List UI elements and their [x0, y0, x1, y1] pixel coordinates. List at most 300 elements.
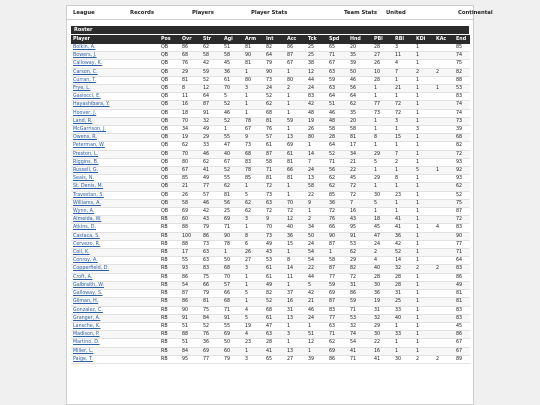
cell-pos: QB — [159, 150, 180, 158]
roster-table-body — [71, 44, 470, 363]
cell-kac — [434, 52, 454, 60]
column-header-pos[interactable]: Pos — [159, 35, 180, 44]
cell-pbl: 24 — [372, 240, 393, 248]
cell-acc: 87 — [285, 52, 306, 60]
cell-agi: 71 — [222, 306, 243, 314]
cell-kac — [434, 117, 454, 125]
cell-pos: QB — [159, 158, 180, 166]
cell-ovr: 60 — [180, 216, 201, 224]
cell-ovr: 17 — [180, 249, 201, 257]
cell-spd: 63 — [327, 322, 348, 330]
cell-hnd: 20 — [348, 117, 372, 125]
player-name-link[interactable]: Atkins, D. — [71, 224, 159, 232]
column-header-agi[interactable]: Agi — [222, 35, 243, 44]
cell-tck: 21 — [306, 298, 327, 306]
cell-kdi: 5 — [414, 167, 434, 175]
cell-int: 68 — [264, 306, 285, 314]
player-name-link[interactable]: Riggins, B. — [71, 158, 159, 166]
cell-acc: 13 — [285, 347, 306, 355]
table-row — [71, 126, 470, 134]
cell-pbl: 30 — [372, 281, 393, 289]
cell-pos: QB — [159, 60, 180, 68]
cell-ovr: 26 — [180, 191, 201, 199]
cell-str: 63 — [201, 249, 222, 257]
cell-pbl: 1 — [372, 183, 393, 191]
cell-kdi: 1 — [414, 314, 434, 322]
cell-pbl: 29 — [372, 175, 393, 183]
cell-tck: 34 — [306, 224, 327, 232]
cell-end: 81 — [454, 290, 470, 298]
cell-hnd: 56 — [348, 85, 372, 93]
cell-tck: 12 — [306, 68, 327, 76]
cell-spd: 71 — [327, 331, 348, 339]
cell-tck: 26 — [306, 126, 327, 134]
cell-acc: 1 — [285, 322, 306, 330]
player-name-link[interactable]: Cervezo, R. — [71, 240, 159, 248]
cell-pos: QB — [159, 85, 180, 93]
cell-int: 24 — [264, 85, 285, 93]
cell-acc: 1 — [285, 183, 306, 191]
cell-arm: 1 — [243, 183, 264, 191]
player-name-link[interactable]: Copperfield, D. — [71, 265, 159, 273]
cell-end: 64 — [454, 257, 470, 265]
cell-pbl: 45 — [372, 224, 393, 232]
cell-acc: 13 — [285, 314, 306, 322]
cell-str: 59 — [201, 68, 222, 76]
cell-end: 82 — [454, 68, 470, 76]
cell-str: 83 — [201, 265, 222, 273]
nav-united[interactable]: United — [386, 9, 406, 16]
cell-arm: 1 — [243, 281, 264, 289]
cell-ovr: 85 — [180, 175, 201, 183]
table-row — [71, 85, 470, 93]
column-header-acc[interactable]: Acc — [285, 35, 306, 44]
cell-rbl: 72 — [393, 101, 414, 109]
cell-acc: 67 — [285, 60, 306, 68]
player-name-link[interactable]: McGarrison, J. — [71, 126, 159, 134]
cell-end: 81 — [454, 298, 470, 306]
cell-int: 68 — [264, 109, 285, 117]
column-header-int[interactable]: Int — [264, 35, 285, 44]
cell-agi: 55 — [222, 134, 243, 142]
cell-pbl: 16 — [372, 347, 393, 355]
cell-kac — [434, 191, 454, 199]
player-name-link[interactable]: Williams, A. — [71, 199, 159, 207]
cell-str: 69 — [201, 347, 222, 355]
cell-ovr: 87 — [180, 290, 201, 298]
cell-rbl: 28 — [393, 273, 414, 281]
cell-rbl: 31 — [393, 290, 414, 298]
cell-int: 57 — [264, 134, 285, 142]
column-header-tck[interactable]: Tck — [306, 35, 327, 44]
player-name-link[interactable]: Croft, A. — [71, 273, 159, 281]
player-name-link[interactable]: Castaca, S. — [71, 232, 159, 240]
cell-spd: 76 — [327, 216, 348, 224]
cell-int: 70 — [264, 224, 285, 232]
nav-continental[interactable]: Continental — [458, 9, 493, 16]
cell-kdi: 1 — [414, 60, 434, 68]
cell-acc: 86 — [285, 44, 306, 52]
cell-kdi: 1 — [414, 191, 434, 199]
column-header-rbl[interactable]: RBl — [393, 35, 414, 44]
column-header-hnd[interactable]: Hnd — [348, 35, 372, 44]
cell-int: 73 — [264, 76, 285, 84]
cell-str: 57 — [201, 191, 222, 199]
cell-arm: 1 — [243, 347, 264, 355]
cell-str: 49 — [201, 126, 222, 134]
cell-tck: 58 — [306, 183, 327, 191]
cell-end: 74 — [454, 52, 470, 60]
cell-hnd: 53 — [348, 314, 372, 322]
cell-kdi: 1 — [414, 249, 434, 257]
cell-kac — [434, 126, 454, 134]
cell-end: 85 — [454, 44, 470, 52]
cell-hnd: 53 — [348, 240, 372, 248]
cell-kdi: 1 — [414, 298, 434, 306]
player-name-link[interactable]: Almeida, W. — [71, 216, 159, 224]
cell-arm: 23 — [243, 339, 264, 347]
cell-str: 58 — [201, 52, 222, 60]
cell-acc: 37 — [285, 290, 306, 298]
cell-arm: 1 — [243, 101, 264, 109]
cell-acc: 1 — [285, 339, 306, 347]
player-name-link[interactable]: Russell, G. — [71, 167, 159, 175]
cell-spd: 62 — [327, 183, 348, 191]
cell-pbl: 77 — [372, 101, 393, 109]
table-row — [71, 183, 470, 191]
cell-str: 66 — [201, 281, 222, 289]
cell-pos: QB — [159, 134, 180, 142]
table-row — [71, 216, 470, 224]
table-row — [71, 109, 470, 117]
cell-pos: QB — [159, 126, 180, 134]
cell-str: 91 — [201, 109, 222, 117]
roster-table — [71, 35, 470, 364]
cell-ovr: 18 — [180, 109, 201, 117]
column-header-pbl[interactable]: PBl — [372, 35, 393, 44]
cell-pbl: 29 — [372, 150, 393, 158]
cell-int: 49 — [264, 281, 285, 289]
cell-kdi: 1 — [414, 232, 434, 240]
player-name-link[interactable]: Martino, D. — [71, 339, 159, 347]
cell-kac — [434, 339, 454, 347]
player-name-link[interactable]: Lansche, K. — [71, 322, 159, 330]
cell-spd: 69 — [327, 347, 348, 355]
cell-rbl: 1 — [393, 142, 414, 150]
player-name-link[interactable]: Bowers, J. — [71, 52, 159, 60]
cell-str: 42 — [201, 60, 222, 68]
cell-hnd: 21 — [348, 158, 372, 166]
cell-pos: QB — [159, 52, 180, 60]
cell-acc: 11 — [285, 273, 306, 281]
column-header-player[interactable]: Player — [71, 35, 159, 44]
player-name-link[interactable]: St. Denis, M. — [71, 183, 159, 191]
cell-pbl: 28 — [372, 44, 393, 52]
cell-hnd: 32 — [348, 322, 372, 330]
cell-pos: QB — [159, 199, 180, 207]
cell-int: 61 — [264, 314, 285, 322]
cell-tck: 1 — [306, 142, 327, 150]
cell-kdi: 1 — [414, 183, 434, 191]
cell-pbl: 32 — [372, 314, 393, 322]
cell-agi: 50 — [222, 339, 243, 347]
cell-hnd: 41 — [348, 347, 372, 355]
table-row — [71, 322, 470, 330]
cell-ovr: 95 — [180, 355, 201, 363]
cell-rbl: 33 — [393, 306, 414, 314]
player-name-link[interactable]: Gilman, H. — [71, 298, 159, 306]
cell-acc: 61 — [285, 150, 306, 158]
player-name-link[interactable]: Madison, P. — [71, 331, 159, 339]
cell-kac — [434, 306, 454, 314]
cell-agi: 56 — [222, 199, 243, 207]
cell-pbl: 27 — [372, 52, 393, 60]
cell-pbl: 1 — [372, 117, 393, 125]
cell-kac — [434, 60, 454, 68]
table-row — [71, 298, 470, 306]
column-header-kdi[interactable]: KDi — [414, 35, 434, 44]
cell-kdi: 1 — [414, 281, 434, 289]
cell-kdi: 1 — [414, 150, 434, 158]
cell-tck: 1 — [306, 322, 327, 330]
cell-arm: 1 — [243, 109, 264, 117]
cell-hnd: 35 — [348, 52, 372, 60]
cell-agi: 68 — [222, 265, 243, 273]
cell-str: 46 — [201, 199, 222, 207]
table-row — [71, 232, 470, 240]
cell-kac — [434, 290, 454, 298]
cell-rbl: 3 — [393, 117, 414, 125]
cell-kdi: 1 — [414, 331, 434, 339]
column-header-kac[interactable]: KAc — [434, 35, 454, 44]
cell-tck: 22 — [306, 265, 327, 273]
table-row — [71, 314, 470, 322]
cell-tck: 24 — [306, 85, 327, 93]
cell-str: 75 — [201, 306, 222, 314]
column-header-end[interactable]: End — [454, 35, 470, 44]
cell-rbl: 41 — [393, 224, 414, 232]
cell-kac: 2 — [434, 265, 454, 273]
cell-hnd: 45 — [348, 175, 372, 183]
player-name-link[interactable]: Curran, T. — [71, 76, 159, 84]
cell-ovr: 34 — [180, 126, 201, 134]
player-name-link[interactable]: Gonzalez, C. — [71, 306, 159, 314]
cell-int: 53 — [264, 257, 285, 265]
cell-hnd: 91 — [348, 232, 372, 240]
cell-rbl: 1 — [393, 126, 414, 134]
cell-ovr: 55 — [180, 257, 201, 265]
cell-acc: 2 — [285, 85, 306, 93]
cell-str: 73 — [201, 240, 222, 248]
cell-arm: 6 — [243, 240, 264, 248]
cell-acc: 31 — [285, 306, 306, 314]
cell-kdi: 1 — [414, 224, 434, 232]
cell-kac — [434, 249, 454, 257]
player-name-link[interactable]: Coil, K. — [71, 249, 159, 257]
main-panel — [66, 5, 493, 405]
cell-spd: 59 — [327, 76, 348, 84]
player-name-link[interactable]: Galloway, S. — [71, 290, 159, 298]
cell-pbl: 19 — [372, 298, 393, 306]
player-name-link[interactable]: Granger, A. — [71, 314, 159, 322]
cell-pbl: 47 — [372, 232, 393, 240]
cell-acc: 1 — [285, 68, 306, 76]
column-header-spd[interactable]: Spd — [327, 35, 348, 44]
roster-table-header — [71, 35, 470, 44]
cell-agi: 79 — [222, 355, 243, 363]
cell-kac: 1 — [434, 167, 454, 175]
table-row — [71, 257, 470, 265]
cell-int: 82 — [264, 44, 285, 52]
table-row — [71, 224, 470, 232]
player-name-link[interactable]: Hoover, J. — [71, 109, 159, 117]
cell-kac — [434, 216, 454, 224]
cell-agi: 47 — [222, 142, 243, 150]
cell-int: 52 — [264, 93, 285, 101]
cell-kac — [434, 93, 454, 101]
cell-spd: 46 — [327, 109, 348, 117]
cell-kac: 2 — [434, 355, 454, 363]
cell-tck: 25 — [306, 52, 327, 60]
cell-end: 83 — [454, 306, 470, 314]
column-header-str[interactable]: Str — [201, 35, 222, 44]
player-name-link[interactable]: Calloway, K. — [71, 60, 159, 68]
cell-tck: 51 — [306, 331, 327, 339]
cell-acc: 59 — [285, 117, 306, 125]
cell-agi: 68 — [222, 298, 243, 306]
cell-spd: 71 — [327, 158, 348, 166]
cell-kdi: 1 — [414, 134, 434, 142]
table-row — [71, 142, 470, 150]
cell-str: 79 — [201, 290, 222, 298]
cell-int: 9 — [264, 216, 285, 224]
cell-hnd: 7 — [348, 199, 372, 207]
cell-hnd: 72 — [348, 273, 372, 281]
cell-end: 53 — [454, 85, 470, 93]
cell-end: 74 — [454, 101, 470, 109]
player-name-link[interactable]: Frye, L. — [71, 85, 159, 93]
cell-kdi: 1 — [414, 322, 434, 330]
cell-pbl: 1 — [372, 142, 393, 150]
player-name-link[interactable]: Bolkin, A. — [71, 44, 159, 52]
cell-tck: 54 — [306, 257, 327, 265]
player-name-link[interactable]: Preston, L. — [71, 150, 159, 158]
cell-ovr: 67 — [180, 167, 201, 175]
cell-hnd: 62 — [348, 101, 372, 109]
player-name-link[interactable]: Hayashibara, Y. — [71, 101, 159, 109]
cell-ovr: 54 — [180, 281, 201, 289]
cell-pos: RB — [159, 265, 180, 273]
player-name-link[interactable]: Seals, N. — [71, 175, 159, 183]
cell-rbl: 42 — [393, 240, 414, 248]
cell-hnd: 35 — [348, 109, 372, 117]
table-row — [71, 199, 470, 207]
cell-ovr: 86 — [180, 44, 201, 52]
cell-ovr: 76 — [180, 60, 201, 68]
player-name-link[interactable]: Owens, R. — [71, 134, 159, 142]
cell-agi: 1 — [222, 126, 243, 134]
cell-kdi: 1 — [414, 142, 434, 150]
cell-int: 65 — [264, 355, 285, 363]
cell-pos: RB — [159, 232, 180, 240]
cell-pos: RB — [159, 298, 180, 306]
cell-rbl: 8 — [393, 175, 414, 183]
player-name-link[interactable]: Conroy, A. — [71, 257, 159, 265]
cell-spd: 85 — [327, 191, 348, 199]
cell-pos: RB — [159, 273, 180, 281]
nav-records[interactable]: Records — [130, 9, 155, 16]
cell-rbl: 28 — [393, 281, 414, 289]
column-header-ovr[interactable]: Ovr — [180, 35, 201, 44]
cell-spd: 48 — [327, 117, 348, 125]
cell-end: 52 — [454, 191, 470, 199]
player-name-link[interactable]: Wynn, A. — [71, 208, 159, 216]
cell-arm: 1 — [243, 68, 264, 76]
column-header-arm[interactable]: Arm — [243, 35, 264, 44]
cell-end: 93 — [454, 175, 470, 183]
cell-int: 58 — [264, 158, 285, 166]
cell-spd: 52 — [327, 150, 348, 158]
table-row — [71, 281, 470, 289]
cell-arm: 5 — [243, 290, 264, 298]
cell-tck: 9 — [306, 199, 327, 207]
cell-ovr: 68 — [180, 52, 201, 60]
cell-kdi: 1 — [414, 306, 434, 314]
player-name-link[interactable]: Peterman, W. — [71, 142, 159, 150]
cell-hnd: 82 — [348, 265, 372, 273]
cell-rbl: 1 — [393, 208, 414, 216]
cell-int: 82 — [264, 290, 285, 298]
cell-kac: 1 — [434, 85, 454, 93]
cell-ovr: 84 — [180, 347, 201, 355]
player-name-link[interactable]: Paige, T. — [71, 355, 159, 363]
cell-int: 73 — [264, 191, 285, 199]
player-name-link[interactable]: Land, R. — [71, 117, 159, 125]
player-name-link[interactable]: Galbraith, W. — [71, 281, 159, 289]
cell-rbl: 1 — [393, 76, 414, 84]
table-row — [71, 101, 470, 109]
cell-ovr: 80 — [180, 158, 201, 166]
cell-kac — [434, 101, 454, 109]
cell-pbl: 1 — [372, 85, 393, 93]
cell-kdi: 1 — [414, 109, 434, 117]
player-name-link[interactable]: Gasiocci, E. — [71, 93, 159, 101]
cell-tck: 13 — [306, 175, 327, 183]
player-name-link[interactable]: Miller, L. — [71, 347, 159, 355]
cell-spd: 72 — [327, 208, 348, 216]
nav-player-stats[interactable]: Player Stats — [251, 9, 288, 16]
cell-spd: 51 — [327, 101, 348, 109]
cell-str: 81 — [201, 298, 222, 306]
cell-rbl: 14 — [393, 257, 414, 265]
cell-rbl: 2 — [393, 158, 414, 166]
cell-rbl: 36 — [393, 232, 414, 240]
cell-pos: RB — [159, 249, 180, 257]
cell-rbl: 1 — [393, 322, 414, 330]
player-name-link[interactable]: Carson, C. — [71, 68, 159, 76]
cell-kdi: 1 — [414, 257, 434, 265]
nav-league[interactable]: League — [73, 9, 95, 16]
cell-agi: 52 — [222, 117, 243, 125]
table-row — [71, 290, 470, 298]
table-row — [71, 306, 470, 314]
nav-team-stats[interactable]: Team Stats — [344, 9, 378, 16]
table-row — [71, 44, 470, 52]
player-name-link[interactable]: Travestan, S. — [71, 191, 159, 199]
table-row — [71, 355, 470, 363]
nav-players[interactable]: Players — [192, 9, 214, 16]
cell-pos: RB — [159, 339, 180, 347]
